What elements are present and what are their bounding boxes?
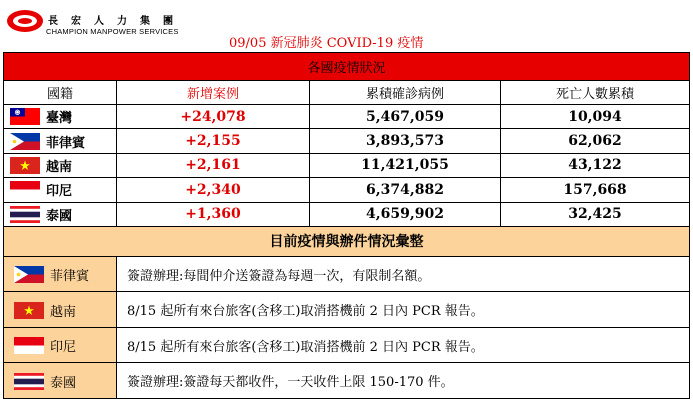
vietnam-flag-icon [14, 302, 44, 319]
stats-banner: 各國疫情狀況 [4, 53, 690, 81]
country-name: 印尼 [46, 184, 73, 200]
page-title: 09/05 新冠肺炎 COVID-19 疫情 [229, 36, 424, 51]
company-name-cn: 長宏人力集團 [48, 16, 186, 27]
country-name: 越南 [46, 159, 73, 175]
column-header-deaths: 死亡人數累積 [501, 81, 690, 105]
status-text: 簽證辦理:每間仲介送簽證為每週一次，有限制名額。 [117, 256, 690, 292]
total-cases-value: 11,421,055 [310, 153, 501, 177]
country-name: 臺灣 [46, 111, 73, 127]
deaths-value: 10,094 [501, 105, 690, 129]
covid-stats-table [3, 52, 690, 399]
total-cases-value: 6,374,882 [310, 178, 501, 202]
total-cases-value: 4,659,902 [310, 202, 501, 226]
country-cell [4, 129, 117, 153]
company-logo-icon [6, 9, 44, 33]
indonesia-flag-icon [10, 181, 40, 198]
status-row [4, 292, 690, 328]
philippines-flag-icon [10, 133, 40, 150]
country-cell [4, 178, 117, 202]
column-header-country: 國籍 [4, 81, 117, 105]
new-cases-value: +2,155 [117, 129, 310, 153]
new-cases-value: +24,078 [117, 105, 310, 129]
new-cases-value: +2,161 [117, 153, 310, 177]
thailand-flag-icon [14, 373, 44, 390]
status-row [4, 256, 690, 292]
philippines-flag-icon [14, 266, 44, 283]
status-row [4, 363, 690, 399]
country-cell [4, 202, 117, 226]
country-name: 泰國 [46, 208, 73, 224]
table-row [4, 153, 690, 177]
country-name: 印尼 [50, 340, 77, 356]
column-header-new-cases: 新增案例 [117, 81, 310, 105]
country-cell [4, 153, 117, 177]
total-cases-value: 5,467,059 [310, 105, 501, 129]
status-text: 8/15 起所有來台旅客(含移工)取消搭機前 2 日內 PCR 報告。 [117, 292, 690, 328]
new-cases-value: +2,340 [117, 178, 310, 202]
status-country-cell [4, 292, 117, 328]
status-country-cell [4, 363, 117, 399]
table-row [4, 178, 690, 202]
deaths-value: 32,425 [501, 202, 690, 226]
country-name: 越南 [50, 304, 77, 320]
total-cases-value: 3,893,573 [310, 129, 501, 153]
country-cell [4, 105, 117, 129]
status-banner: 目前疫情與辦件情況彙整 [4, 226, 690, 256]
country-name: 菲律賓 [46, 135, 86, 151]
indonesia-flag-icon [14, 337, 44, 354]
status-row [4, 327, 690, 363]
table-row [4, 129, 690, 153]
table-row [4, 105, 690, 129]
deaths-value: 62,062 [501, 129, 690, 153]
country-name: 泰國 [50, 375, 77, 391]
status-text: 簽證辦理:簽證每天都收件，一天收件上限 150-170 件。 [117, 363, 690, 399]
column-header-total-cases: 累積確診病例 [310, 81, 501, 105]
status-country-cell [4, 256, 117, 292]
country-name: 菲律賓 [50, 269, 90, 285]
company-name-en: CHAMPION MANPOWER SERVICES [46, 27, 179, 36]
deaths-value: 43,122 [501, 153, 690, 177]
deaths-value: 157,668 [501, 178, 690, 202]
new-cases-value: +1,360 [117, 202, 310, 226]
vietnam-flag-icon [10, 157, 40, 174]
taiwan-flag-icon [10, 108, 40, 125]
column-headers [4, 81, 690, 105]
status-text: 8/15 起所有來台旅客(含移工)取消搭機前 2 日內 PCR 報告。 [117, 327, 690, 363]
status-country-cell [4, 327, 117, 363]
table-row [4, 202, 690, 226]
thailand-flag-icon [10, 206, 40, 223]
